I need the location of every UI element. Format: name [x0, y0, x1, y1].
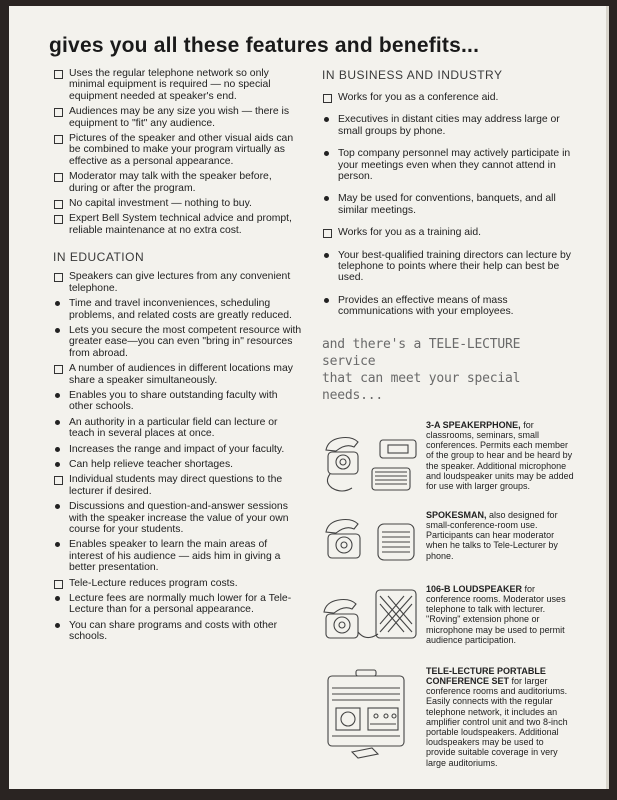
education-item: A number of audiences in different locations may share a speaker simultaneously. [53, 363, 303, 386]
education-item: Enables you to share outstanding faculty with other schools. [53, 390, 303, 413]
business-item: Your best-qualified training directors can lecture by telephone to points where their help can best be used. [322, 250, 574, 284]
checkbox-icon [53, 363, 69, 374]
bullet-icon [53, 298, 69, 309]
bullet-icon [53, 620, 69, 631]
product-description: SPOKESMAN, also designed for small-conference-room use. Participants can hear moderator when he talks to Tele-Lecturer by phone. [426, 509, 558, 561]
business-item: Top company personnel may actively participate in your meetings even when they cannot attend in person. [322, 148, 574, 182]
education-item: Enables speaker to learn the main areas of interest of his audience — aids him in giving a better presentation. [53, 539, 303, 573]
loudspeaker-illustration [322, 584, 422, 656]
education-item: Lecture fees are normally much lower for a Tele-Lecture than for a personal appearance. [53, 593, 303, 616]
checkbox-icon [53, 213, 69, 224]
brochure-page [9, 6, 609, 789]
headline: gives you all these features and benefits... [49, 34, 480, 57]
business-item: Provides an effective means of mass communications with your employees. [322, 295, 574, 318]
business-item: Works for you as a conference aid. [322, 92, 574, 103]
checkbox-icon [53, 68, 69, 79]
education-item: An authority in a particular field can lecture or teach in several places at once. [53, 417, 303, 440]
checkbox-icon [53, 133, 69, 144]
education-item: Speakers can give lectures from any convenient telephone. [53, 271, 303, 294]
bullet-icon [53, 325, 69, 336]
bullet-icon [322, 114, 338, 125]
benefit-item: No capital investment — nothing to buy. [53, 198, 303, 209]
portable-conference-set-illustration [322, 666, 422, 766]
education-item: Individual students may direct questions to the lecturer if desired. [53, 474, 303, 497]
right-column [322, 68, 574, 778]
product-description: 106-B LOUDSPEAKER for conference rooms. Moderator uses telephone to talk with lecturer. "Roving" extension phone or microphone may be used to permit audience participation. [426, 583, 566, 645]
business-item: May be used for conventions, banquets, and all similar meetings. [322, 193, 574, 216]
product-portable-conference-set [322, 666, 574, 768]
bullet-icon [322, 148, 338, 159]
benefit-item: Uses the regular telephone network so only minimal equipment is required — no special equipment needed at speaker's end. [53, 68, 303, 102]
bullet-icon [53, 501, 69, 512]
bullet-icon [53, 390, 69, 401]
general-benefits-list [53, 68, 303, 236]
education-item: You can share programs and costs with other schools. [53, 620, 303, 643]
product-speakerphone [322, 420, 574, 500]
business-heading: IN BUSINESS AND INDUSTRY [322, 68, 503, 82]
product-loudspeaker [322, 584, 574, 656]
benefit-item: Expert Bell System technical advice and prompt, reliable maintenance at no extra cost. [53, 213, 303, 236]
bullet-icon [53, 593, 69, 604]
product-description: TELE-LECTURE PORTABLE CONFERENCE SET for larger conference rooms and auditoriums. Easily connects with the regular telephone network, it includes an amplifier control unit and two 8-inch portable loudspeakers. Additional loudspeakers may be used to provide suitable coverage in very large auditoriums. [426, 665, 568, 768]
product-description: 3-A SPEAKERPHONE, for classrooms, seminars, small conferences. Permits each member of the group to hear and be heard by the speaker. Additional microphone and loudspeaker units may be added for use with larger groups. [426, 419, 574, 491]
product-spokesman [322, 510, 574, 574]
bullet-icon [53, 417, 69, 428]
business-item: Executives in distant cities may address large or small groups by phone. [322, 114, 574, 137]
bullet-icon [322, 193, 338, 204]
promo-line-2: that can meet your special needs... [322, 370, 521, 403]
benefit-item: Pictures of the speaker and other visual aids can be combined to make your program virtually as effective as a personal appearance. [53, 133, 303, 167]
education-item: Time and travel inconveniences, scheduling problems, and related costs are greatly reduced. [53, 298, 303, 321]
bullet-icon [53, 539, 69, 550]
speakerphone-illustration [322, 420, 422, 500]
education-item: Increases the range and impact of your faculty. [53, 444, 303, 455]
checkbox-icon [322, 92, 338, 103]
checkbox-icon [53, 198, 69, 209]
education-item: Discussions and question-and-answer sessions with the speaker increase the value of your own course for your students. [53, 501, 303, 535]
checkbox-icon [53, 171, 69, 182]
bullet-icon [322, 250, 338, 261]
checkbox-icon [53, 474, 69, 485]
business-list [322, 92, 574, 318]
spokesman-illustration [322, 510, 422, 574]
benefit-item: Moderator may talk with the speaker before, during or after the program. [53, 171, 303, 194]
education-list [53, 271, 303, 642]
education-item: Lets you secure the most competent resource with greater ease—you can even "bring in" resources from abroad. [53, 325, 303, 359]
education-heading: IN EDUCATION [53, 250, 145, 265]
promo-heading [322, 336, 574, 404]
bullet-icon [53, 444, 69, 455]
checkbox-icon [53, 106, 69, 117]
business-item: Works for you as a training aid. [322, 227, 574, 238]
bullet-icon [53, 459, 69, 470]
checkbox-icon [53, 271, 69, 282]
education-item: Can help relieve teacher shortages. [53, 459, 303, 470]
education-item: Tele-Lecture reduces program costs. [53, 578, 303, 589]
bullet-icon [322, 295, 338, 306]
promo-line-1: and there's a TELE-LECTURE service [322, 336, 521, 369]
checkbox-icon [53, 578, 69, 589]
left-column [53, 68, 303, 647]
checkbox-icon [322, 227, 338, 238]
benefit-item: Audiences may be any size you wish — there is equipment to "fit" any audience. [53, 106, 303, 129]
